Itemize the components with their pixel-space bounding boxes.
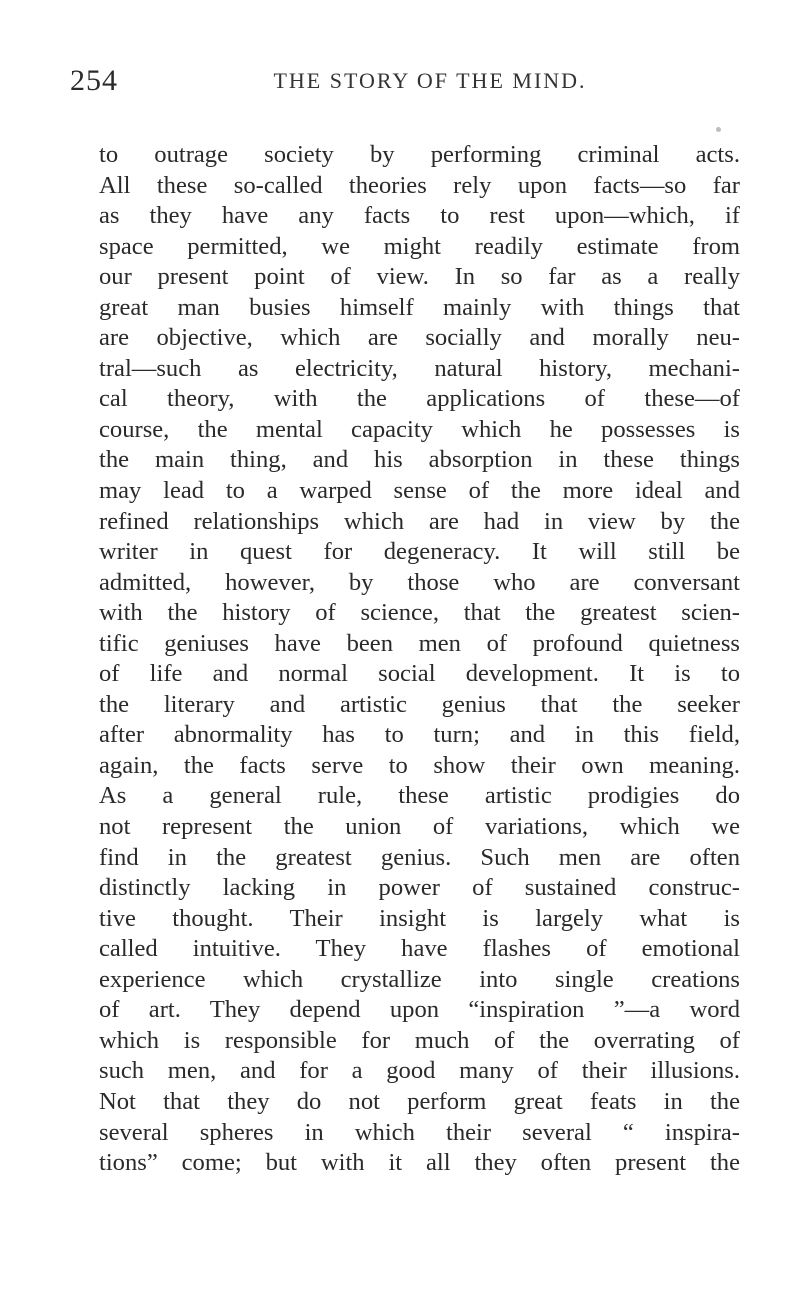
body-text: [99, 140, 740, 1179]
text-line: as they have any facts to rest upon—which, if: [99, 202, 740, 230]
text-line: of life and normal social development. It is to: [99, 660, 740, 688]
text-line: called intuitive. They have flashes of emotional: [99, 935, 740, 963]
text-line: cal theory, with the applications of these—of: [99, 385, 740, 413]
text-line: the main thing, and his absorption in these things: [99, 446, 740, 474]
text-line: All these so-called theories rely upon facts—so far: [99, 171, 740, 199]
text-line: tral—such as electricity, natural history, mechani-: [99, 354, 740, 382]
text-line: after abnormality has to turn; and in this field,: [99, 721, 740, 749]
text-line: to outrage society by performing criminal acts.: [99, 141, 740, 168]
text-line: again, the facts serve to show their own meaning.: [99, 751, 740, 779]
page-number: 254: [70, 64, 118, 97]
text-line: with the history of science, that the greatest scien-: [99, 599, 740, 627]
text-line: the literary and artistic genius that the seeker: [99, 690, 740, 718]
text-line: our present point of view. In so far as a really: [99, 263, 740, 291]
text-line: space permitted, we might readily estimate from: [99, 232, 740, 260]
text-line: course, the mental capacity which he possesses is: [99, 415, 740, 443]
text-line: of art. They depend upon “inspiration ”—a word: [99, 996, 740, 1024]
text-line: not represent the union of variations, which we: [99, 813, 740, 841]
text-line: admitted, however, by those who are conversant: [99, 568, 740, 596]
text-line: several spheres in which their several “ inspira-: [99, 1118, 740, 1146]
text-line: great man busies himself mainly with things that: [99, 293, 740, 321]
text-line: tive thought. Their insight is largely what is: [99, 904, 740, 932]
text-line: Not that they do not perform great feats in the: [99, 1087, 740, 1115]
running-head: [70, 64, 750, 104]
text-line: experience which crystallize into single creations: [99, 965, 740, 993]
text-line: such men, and for a good many of their illusions.: [99, 1057, 740, 1085]
text-line: may lead to a warped sense of the more ideal and: [99, 477, 740, 505]
text-line: refined relationships which are had in view by the: [99, 507, 740, 535]
text-line: writer in quest for degeneracy. It will still be: [99, 538, 740, 566]
text-line: find in the greatest genius. Such men are often: [99, 843, 740, 871]
text-line: are objective, which are socially and morally neu-: [99, 324, 740, 352]
print-speck: [716, 127, 721, 132]
text-line: distinctly lacking in power of sustained construc-: [99, 874, 740, 902]
text-line: As a general rule, these artistic prodigies do: [99, 782, 740, 810]
running-title: THE STORY OF THE MIND.: [273, 68, 587, 93]
text-line: which is responsible for much of the overrating of: [99, 1026, 740, 1054]
text-line: tions” come; but with it all they often present the: [99, 1149, 740, 1177]
text-line: tific geniuses have been men of profound quietness: [99, 629, 740, 657]
